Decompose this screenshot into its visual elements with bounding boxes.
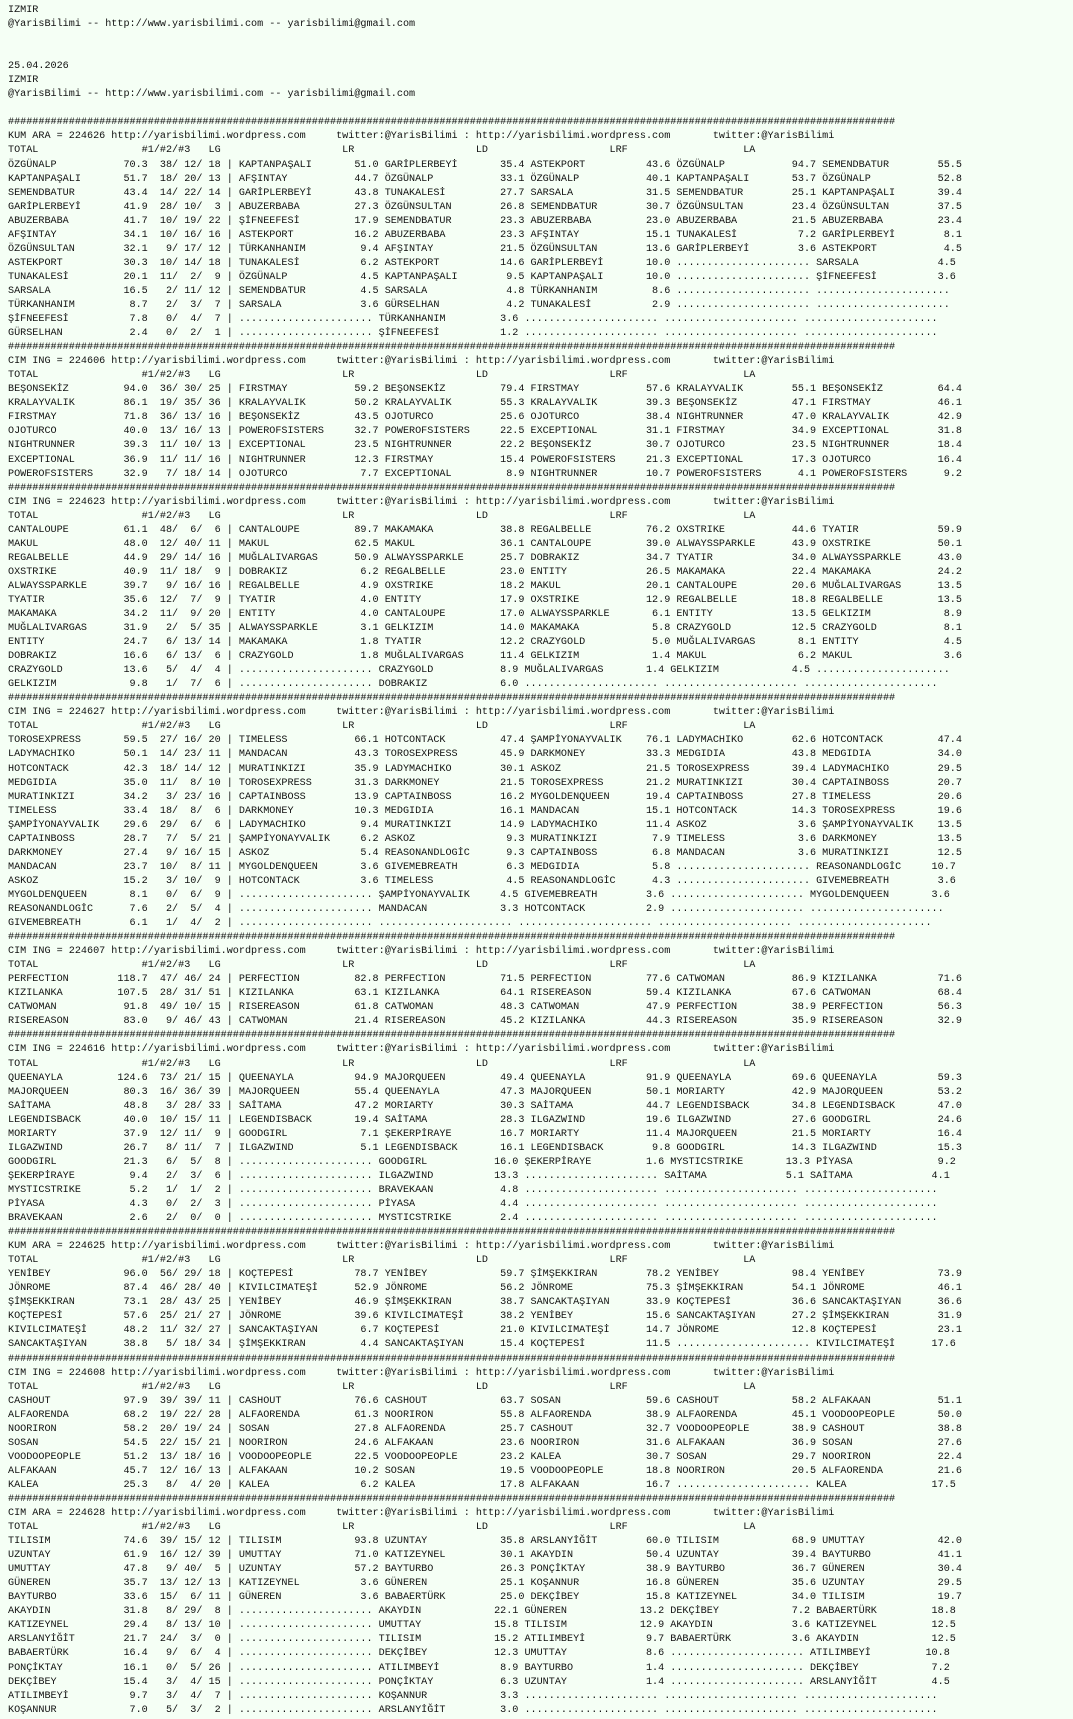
- report-line: KIZILANKA 107.5 28/ 31/ 51 | KIZILANKA 63.1 KIZILANKA 64.1 RISEREASON 59.4 KIZILANKA 67.6 CATWOMAN 68.4: [8, 988, 962, 1000]
- report-line: UMUTTAY 47.8 9/ 40/ 5 | UZUNTAY 57.2 BAYTURBO 26.3 PONÇİKTAY 38.9 BAYTURBO 36.7 GÜNEREN 30.4: [8, 1564, 962, 1576]
- report-line: EXCEPTIONAL 36.9 11/ 11/ 16 | NIGHTRUNNER 12.3 FIRSTMAY 15.4 POWEROFSISTERS 21.3 EXCEPTIONAL 17.3 OJOTURCO 16.4: [8, 454, 962, 466]
- report-line: KUM ARA = 224626 http://yarisbilimi.wordpress.com twitter:@YarisBilimi : http://yarisbilimi.wordpress.com twitter:@YarisBilimi: [8, 131, 835, 143]
- report-line: QUEENAYLA 124.6 73/ 21/ 15 | QUEENAYLA 94.9 MAJORQUEEN 49.4 QUEENAYLA 91.9 QUEENAYLA 69.6 QUEENAYLA 59.3: [8, 1072, 962, 1084]
- report-line: ÖZGÜNALP 70.3 38/ 12/ 18 | KAPTANPAŞALI 51.0 GARİPLERBEYİ 35.4 ASTEKPORT 43.6 ÖZGÜNALP 94.7 SEMENDBATUR 55.5: [8, 159, 962, 171]
- report-line: ASKOZ 15.2 3/ 10/ 9 | HOTCONTACK 3.6 TIMELESS 4.5 REASONANDLOGİC 4.3 ...................... GIVEMEBREATH 3.6: [8, 875, 956, 887]
- separator-line: ##################################################################################################################################################: [8, 1353, 896, 1365]
- report-line: TIMELESS 33.4 18/ 8/ 6 | DARKMONEY 10.3 MEDGIDIA 16.1 MANDACAN 15.1 HOTCONTACK 14.3 TOROSEXPRESS 19.6: [8, 805, 962, 817]
- report-line: TOTAL #1/#2/#3 LG LR LD LRF LA: [8, 1255, 756, 1267]
- report-line: MEDGIDIA 35.0 11/ 8/ 10 | TOROSEXPRESS 31.3 DARKMONEY 21.5 TOROSEXPRESS 21.2 MURATINKIZI 30.4 CAPTAINBOSS 20.7: [8, 777, 962, 789]
- report-line: CIM ING = 224608 http://yarisbilimi.wordpress.com twitter:@YarisBilimi : http://yarisbilimi.wordpress.com twitter:@YarisBilimi: [8, 1367, 835, 1379]
- report-line: PİYASA 4.3 0/ 2/ 3 | ...................... PİYASA 4.4 ...................... ...................... ......................: [8, 1198, 938, 1210]
- report-line: ALFAORENDA 68.2 19/ 22/ 28 | ALFAORENDA 61.3 NOORIRON 55.8 ALFAORENDA 38.9 ALFAORENDA 45.1 VOODOOPEOPLE 50.0: [8, 1409, 962, 1421]
- report-line: MORIARTY 37.9 12/ 11/ 9 | GOODGIRL 7.1 ŞEKERPİRAYE 16.7 MORIARTY 11.4 MAJORQUEEN 21.5 MORIARTY 16.4: [8, 1128, 962, 1140]
- report-line: OJOTURCO 40.0 13/ 16/ 13 | POWEROFSISTERS 32.7 POWEROFSISTERS 22.5 EXCEPTIONAL 31.1 FIRSTMAY 34.9 EXCEPTIONAL 31.8: [8, 426, 962, 438]
- report-line: AFŞINTAY 34.1 10/ 16/ 16 | ASTEKPORT 16.2 ABUZERBABA 23.3 AFŞINTAY 15.1 TUNAKALESİ 7.2 GARİPLERBEYİ 8.1: [8, 229, 962, 241]
- report-line: CIM ING = 224616 http://yarisbilimi.wordpress.com twitter:@YarisBilimi : http://yarisbilimi.wordpress.com twitter:@YarisBilimi: [8, 1044, 835, 1056]
- report-line: MURATINKIZI 34.2 3/ 23/ 16 | CAPTAINBOSS 13.9 CAPTAINBOSS 16.2 MYGOLDENQUEEN 19.4 CAPTAINBOSS 27.8 TIMELESS 20.6: [8, 791, 962, 803]
- report-line: CATWOMAN 91.8 49/ 10/ 15 | RISEREASON 61.8 CATWOMAN 48.3 CATWOMAN 47.9 PERFECTION 38.9 PERFECTION 56.3: [8, 1002, 962, 1014]
- report-line: MAKAMAKA 34.2 11/ 9/ 20 | ENTITY 4.0 CANTALOUPE 17.0 ALWAYSSPARKLE 6.1 ENTITY 13.5 GELKIZIM 8.9: [8, 609, 962, 621]
- report-line: NIGHTRUNNER 39.3 11/ 10/ 13 | EXCEPTIONAL 23.5 NIGHTRUNNER 22.2 BEŞONSEKİZ 30.7 OJOTURCO 23.5 NIGHTRUNNER 18.4: [8, 440, 962, 452]
- report-line: KOŞANNUR 7.0 5/ 3/ 2 | ...................... ARSLANYİĞİT 3.0 ...................... ...................... ......................: [8, 1704, 938, 1716]
- report-line: CAPTAINBOSS 28.7 7/ 5/ 21 | ŞAMPİYONAYVALIK 6.2 ASKOZ 9.3 MURATINKIZI 7.9 TIMELESS 3.6 DARKMONEY 13.5: [8, 833, 962, 845]
- report-line: CRAZYGOLD 13.6 5/ 4/ 4 | ...................... CRAZYGOLD 8.9 MUĞLALIVARGAS 1.4 GELKIZIM 4.5 ......................: [8, 665, 950, 677]
- report-line: IZMIR: [8, 75, 39, 87]
- report-line: IZMIR: [8, 5, 39, 16]
- report-line: HOTCONTACK 42.3 18/ 14/ 12 | MURATINKIZI 35.9 LADYMACHIKO 30.1 ASKOZ 21.5 TOROSEXPRESS 39.4 LADYMACHIKO 29.5: [8, 763, 962, 775]
- report-line: ÖZGÜNSULTAN 32.1 9/ 17/ 12 | TÜRKANHANIM 9.4 AFŞINTAY 21.5 ÖZGÜNSULTAN 13.6 GARİPLERBEYİ 3.6 ASTEKPORT 4.5: [8, 243, 962, 255]
- report-line: CIM ARA = 224628 http://yarisbilimi.wordpress.com twitter:@YarisBilimi : http://yarisbilimi.wordpress.com twitter:@YarisBilimi: [8, 1508, 835, 1520]
- report-line: BEŞONSEKİZ 94.0 36/ 30/ 25 | FIRSTMAY 59.2 BEŞONSEKİZ 79.4 FIRSTMAY 57.6 KRALAYVALIK 55.1 BEŞONSEKİZ 64.4: [8, 384, 962, 396]
- report-line: GÜNEREN 35.7 13/ 12/ 13 | KATIZEYNEL 3.6 GÜNEREN 25.1 KOŞANNUR 16.8 GÜNEREN 35.6 UZUNTAY 29.5: [8, 1578, 962, 1590]
- report-line: CASHOUT 97.9 39/ 39/ 11 | CASHOUT 76.6 CASHOUT 63.7 SOSAN 59.6 CASHOUT 58.2 ALFAKAAN 51.1: [8, 1395, 962, 1407]
- report-line: MAKUL 48.0 12/ 40/ 11 | MAKUL 62.5 MAKUL 36.1 CANTALOUPE 39.0 ALWAYSSPARKLE 43.9 OXSTRIKE 50.1: [8, 538, 962, 550]
- report-line: REASONANDLOGİC 7.6 2/ 5/ 4 | ...................... MANDACAN 3.3 HOTCONTACK 2.9 ...................... ......................: [8, 904, 944, 915]
- report-line: FIRSTMAY 71.8 36/ 13/ 16 | BEŞONSEKİZ 43.5 OJOTURCO 25.6 OJOTURCO 38.4 NIGHTRUNNER 47.0 KRALAYVALIK 42.9: [8, 412, 962, 424]
- report-line: AKAYDIN 31.8 8/ 29/ 8 | ...................... AKAYDIN 22.1 GÜNEREN 13.2 DEKÇİBEY 7.2 BABAERTÜRK 18.8: [8, 1606, 956, 1618]
- report-line: CANTALOUPE 61.1 48/ 6/ 6 | CANTALOUPE 89.7 MAKAMAKA 38.8 REGALBELLE 76.2 OXSTRIKE 44.6 TYATIR 59.9: [8, 524, 962, 536]
- report-line: 25.04.2026: [8, 61, 69, 73]
- report-line: SAİTAMA 48.8 3/ 28/ 33 | SAİTAMA 47.2 MORIARTY 30.3 SAİTAMA 44.7 LEGENDISBACK 34.8 LEGENDISBACK 47.0: [8, 1100, 962, 1112]
- report-line: KRALAYVALIK 86.1 19/ 35/ 36 | KRALAYVALIK 50.2 KRALAYVALIK 55.3 KRALAYVALIK 39.3 BEŞONSEKİZ 47.1 FIRSTMAY 46.1: [8, 398, 962, 410]
- separator-line: ##################################################################################################################################################: [8, 117, 896, 129]
- report-line: KUM ARA = 224625 http://yarisbilimi.wordpress.com twitter:@YarisBilimi : http://yarisbilimi.wordpress.com twitter:@YarisBilimi: [8, 1241, 835, 1253]
- report-line: ALWAYSSPARKLE 39.7 9/ 16/ 16 | REGALBELLE 4.9 OXSTRIKE 18.2 MAKUL 20.1 CANTALOUPE 20.6 MUĞLALIVARGAS 13.5: [8, 580, 962, 592]
- report-line: ŞİFNEEFESİ 7.8 0/ 4/ 7 | ...................... TÜRKANHANIM 3.6 ...................... ...................... ......................: [8, 314, 938, 326]
- report-line: OXSTRIKE 40.9 11/ 18/ 9 | DOBRAKIZ 6.2 REGALBELLE 23.0 ENTITY 26.5 MAKAMAKA 22.4 MAKAMAKA 24.2: [8, 566, 962, 578]
- report-line: ENTITY 24.7 6/ 13/ 14 | MAKAMAKA 1.8 TYATIR 12.2 CRAZYGOLD 5.0 MUĞLALIVARGAS 8.1 ENTITY 4.5: [8, 637, 962, 649]
- report-line: KOÇTEPESİ 57.6 25/ 21/ 27 | JÖNROME 39.6 KIVILCIMATEŞİ 38.2 YENİBEY 15.6 SANCAKTAŞIYAN 27.2 ŞİMŞEKKIRAN 31.9: [8, 1311, 962, 1323]
- report-line: TOTAL #1/#2/#3 LG LR LD LRF LA: [8, 1058, 756, 1070]
- report-line: @YarisBilimi -- http://www.yarisbilimi.com -- yarisbilimi@gmail.com: [8, 89, 416, 101]
- report-line: MUĞLALIVARGAS 31.9 2/ 5/ 35 | ALWAYSSPARKLE 3.1 GELKIZIM 14.0 MAKAMAKA 5.8 CRAZYGOLD 12.5 CRAZYGOLD 8.1: [8, 623, 962, 635]
- report-line: DOBRAKIZ 16.6 6/ 13/ 6 | CRAZYGOLD 1.8 MUĞLALIVARGAS 11.4 GELKIZIM 1.4 MAKUL 6.2 MAKUL 3.6: [8, 651, 962, 663]
- report-line: REGALBELLE 44.9 29/ 14/ 16 | MUĞLALIVARGAS 50.9 ALWAYSSPARKLE 25.7 DOBRAKIZ 34.7 TYATIR 34.0 ALWAYSSPARKLE 43.0: [8, 552, 962, 564]
- report-line: MANDACAN 23.7 10/ 8/ 11 | MYGOLDENQUEEN 3.6 GIVEMEBREATH 6.3 MEDGIDIA 5.8 ...................... REASONANDLOGİC 10.7: [8, 861, 956, 873]
- report-line: GOODGIRL 21.3 6/ 5/ 8 | ...................... GOODGIRL 16.0 ŞEKERPİRAYE 1.6 MYSTICSTRIKE 13.3 PİYASA 9.2: [8, 1156, 956, 1168]
- separator-line: ##################################################################################################################################################: [8, 1493, 896, 1505]
- separator-line: ##################################################################################################################################################: [8, 1030, 896, 1042]
- report-line: SEMENDBATUR 43.4 14/ 22/ 14 | GARİPLERBEYİ 43.8 TUNAKALESİ 27.7 SARSALA 31.5 SEMENDBATUR 25.1 KAPTANPAŞALI 39.4: [8, 187, 962, 199]
- report-line: MYSTICSTRIKE 5.2 1/ 1/ 2 | ...................... BRAVEKAAN 4.8 ...................... ...................... ......................: [8, 1184, 938, 1196]
- report-line: CIM ING = 224623 http://yarisbilimi.wordpress.com twitter:@YarisBilimi : http://yarisbilimi.wordpress.com twitter:@YarisBilimi: [8, 496, 835, 508]
- report-line: BAYTURBO 33.6 15/ 6/ 11 | GÜNEREN 3.6 BABAERTÜRK 25.0 DEKÇİBEY 15.8 KATIZEYNEL 34.0 TILISIM 19.7: [8, 1592, 962, 1604]
- report-line: TÜRKANHANIM 8.7 2/ 3/ 7 | SARSALA 3.6 GÜRSELHAN 4.2 TUNAKALESİ 2.9 ...................... ......................: [8, 299, 950, 311]
- report-line: ILGAZWIND 26.7 8/ 11/ 7 | ILGAZWIND 5.1 LEGENDISBACK 16.1 LEGENDISBACK 9.8 GOODGIRL 14.3 ILGAZWIND 15.3: [8, 1142, 962, 1154]
- report-line: ABUZERBABA 41.7 10/ 19/ 22 | ŞİFNEEFESİ 17.9 SEMENDBATUR 23.3 ABUZERBABA 23.0 ABUZERBABA 21.5 ABUZERBABA 23.4: [8, 215, 962, 227]
- report-line: DARKMONEY 27.4 9/ 16/ 15 | ASKOZ 5.4 REASONANDLOGİC 9.3 CAPTAINBOSS 6.8 MANDACAN 3.6 MURATINKIZI 12.5: [8, 847, 962, 859]
- report-line: SOSAN 54.5 22/ 15/ 21 | NOORIRON 24.6 ALFAKAAN 23.6 NOORIRON 31.6 ALFAKAAN 36.9 SOSAN 27.6: [8, 1437, 962, 1449]
- report-line: TYATIR 35.6 12/ 7/ 9 | TYATIR 4.0 ENTITY 17.9 OXSTRIKE 12.9 REGALBELLE 18.8 REGALBELLE 13.5: [8, 594, 962, 606]
- report-line: ŞAMPİYONAYVALIK 29.6 29/ 6/ 6 | LADYMACHIKO 9.4 MURATINKIZI 14.9 LADYMACHIKO 11.4 ASKOZ 3.6 ŞAMPİYONAYVALIK 13.5: [8, 819, 962, 831]
- report-line: SARSALA 16.5 2/ 11/ 12 | SEMENDBATUR 4.5 SARSALA 4.8 TÜRKANHANIM 8.6 ...................... ......................: [8, 285, 950, 297]
- report-line: MAJORQUEEN 80.3 16/ 36/ 39 | MAJORQUEEN 55.4 QUEENAYLA 47.3 MAJORQUEEN 50.1 MORIARTY 42.9 MAJORQUEEN 53.2: [8, 1086, 962, 1098]
- report-line: VOODOOPEOPLE 51.2 13/ 18/ 16 | VOODOOPEOPLE 22.5 VOODOOPEOPLE 23.2 KALEA 30.7 SOSAN 29.7 NOORIRON 22.4: [8, 1451, 962, 1463]
- report-line: MYGOLDENQUEEN 8.1 0/ 6/ 9 | ...................... ŞAMPİYONAYVALIK 4.5 GIVEMEBREATH 3.6 ...................... MYGOLDENQUEEN 3.6: [8, 889, 950, 901]
- report-line: LADYMACHIKO 50.1 14/ 23/ 11 | MANDACAN 43.3 TOROSEXPRESS 45.9 DARKMONEY 33.3 MEDGIDIA 43.8 MEDGIDIA 34.0: [8, 749, 962, 761]
- report-line: ALFAKAAN 45.7 12/ 16/ 13 | ALFAKAAN 10.2 SOSAN 19.5 VOODOOPEOPLE 18.8 NOORIRON 20.5 ALFAORENDA 21.6: [8, 1465, 962, 1477]
- report-line: UZUNTAY 61.9 16/ 12/ 39 | UMUTTAY 71.0 KATIZEYNEL 30.1 AKAYDIN 50.4 UZUNTAY 39.4 BAYTURBO 41.1: [8, 1550, 962, 1562]
- report-line: ŞİMŞEKKIRAN 73.1 28/ 43/ 25 | YENİBEY 46.9 ŞİMŞEKKIRAN 38.7 SANCAKTAŞIYAN 33.9 KOÇTEPESİ 36.6 SANCAKTAŞIYAN 36.6: [8, 1297, 962, 1309]
- report-line: KAPTANPAŞALI 51.7 18/ 20/ 13 | AFŞINTAY 44.7 ÖZGÜNALP 33.1 ÖZGÜNALP 40.1 KAPTANPAŞALI 53.7 ÖZGÜNALP 52.8: [8, 173, 962, 185]
- report-line: [8, 32, 1073, 46]
- separator-line: ##################################################################################################################################################: [8, 342, 896, 354]
- report-line: RISEREASON 83.0 9/ 46/ 43 | CATWOMAN 21.4 RISEREASON 45.2 KIZILANKA 44.3 RISEREASON 35.9 RISEREASON 32.9: [8, 1016, 962, 1028]
- report-line: CIM ING = 224607 http://yarisbilimi.wordpress.com twitter:@YarisBilimi : http://yarisbilimi.wordpress.com twitter:@YarisBilimi: [8, 946, 835, 958]
- report-line: GÜRSELHAN 2.4 0/ 2/ 1 | ...................... ŞİFNEEFESİ 1.2 ...................... ...................... ......................: [8, 328, 938, 340]
- report-line: TOROSEXPRESS 59.5 27/ 16/ 20 | TIMELESS 66.1 HOTCONTACK 47.4 ŞAMPİYONAYVALIK 76.1 LADYMACHIKO 62.6 HOTCONTACK 47.4: [8, 735, 962, 747]
- report-line: BRAVEKAAN 2.6 2/ 0/ 0 | ...................... MYSTICSTRIKE 2.4 ...................... ...................... ......................: [8, 1213, 938, 1225]
- separator-line: ##################################################################################################################################################: [8, 693, 896, 705]
- report-line: TOTAL #1/#2/#3 LG LR LD LRF LA: [8, 1381, 756, 1393]
- separator-line: ##################################################################################################################################################: [8, 932, 896, 944]
- report-line: TOTAL #1/#2/#3 LG LR LD LRF LA: [8, 1522, 756, 1534]
- report-line: ARSLANYİĞİT 21.7 24/ 3/ 0 | ...................... TILISIM 15.2 ATILIMBEYİ 9.7 BABAERTÜRK 3.6 AKAYDIN 12.5: [8, 1634, 956, 1646]
- report-line: CIM ING = 224627 http://yarisbilimi.wordpress.com twitter:@YarisBilimi : http://yarisbilimi.wordpress.com twitter:@YarisBilimi: [8, 707, 835, 719]
- report-line: PERFECTION 118.7 47/ 46/ 24 | PERFECTION 82.8 PERFECTION 71.5 PERFECTION 77.6 CATWOMAN 86.9 KIZILANKA 71.6: [8, 974, 962, 986]
- report-line: DEKÇİBEY 15.4 3/ 4/ 15 | ...................... PONÇİKTAY 6.3 UZUNTAY 1.4 ...................... ARSLANYİĞİT 4.5: [8, 1676, 950, 1688]
- report-line: GELKIZIM 9.8 1/ 7/ 6 | ...................... DOBRAKIZ 6.0 ...................... ...................... ......................: [8, 679, 938, 691]
- report-line: LEGENDISBACK 40.0 10/ 15/ 11 | LEGENDISBACK 19.4 SAİTAMA 28.3 ILGAZWIND 19.6 ILGAZWIND 27.6 GOODGIRL 24.6: [8, 1114, 962, 1126]
- report-line: SANCAKTAŞIYAN 38.8 5/ 18/ 34 | ŞİMŞEKKIRAN 4.4 SANCAKTAŞIYAN 15.4 KOÇTEPESİ 11.5 ...................... KIVILCIMATEŞİ 17.6: [8, 1339, 956, 1351]
- report-line: GARİPLERBEYİ 41.9 28/ 10/ 3 | ABUZERBABA 27.3 ÖZGÜNSULTAN 26.8 SEMENDBATUR 30.7 ÖZGÜNSULTAN 23.4 ÖZGÜNSULTAN 37.5: [8, 201, 962, 213]
- report-line: ŞEKERPİRAYE 9.4 2/ 3/ 6 | ...................... ILGAZWIND 13.3 ...................... SAİTAMA 5.1 SAİTAMA 4.1: [8, 1170, 950, 1182]
- report-line: NOORIRON 58.2 20/ 19/ 24 | SOSAN 27.8 ALFAORENDA 25.7 CASHOUT 32.7 VOODOOPEOPLE 38.9 CASHOUT 38.8: [8, 1423, 962, 1435]
- report-line: [8, 102, 1073, 116]
- report-line: TILISIM 74.6 39/ 15/ 12 | TILISIM 93.8 UZUNTAY 35.8 ARSLANYİĞİT 60.0 TILISIM 68.9 UMUTTAY 42.0: [8, 1536, 962, 1548]
- report-line: JÖNROME 87.4 46/ 28/ 40 | KIVILCIMATEŞİ 52.9 JÖNROME 56.2 JÖNROME 75.3 ŞİMŞEKKIRAN 54.1 JÖNROME 46.1: [8, 1283, 962, 1295]
- report-line: TOTAL #1/#2/#3 LG LR LD LRF LA: [8, 960, 756, 972]
- report-line: TOTAL #1/#2/#3 LG LR LD LRF LA: [8, 145, 756, 157]
- report-line: CIM ING = 224606 http://yarisbilimi.wordpress.com twitter:@YarisBilimi : http://yarisbilimi.wordpress.com twitter:@YarisBilimi: [8, 356, 835, 368]
- report-line: TOTAL #1/#2/#3 LG LR LD LRF LA: [8, 370, 756, 382]
- report-line: TUNAKALESİ 20.1 11/ 2/ 9 | ÖZGÜNALP 4.5 KAPTANPAŞALI 9.5 KAPTANPAŞALI 10.0 ...................... ŞİFNEEFESİ 3.6: [8, 271, 956, 283]
- report-line: GIVEMEBREATH 6.1 1/ 4/ 2 | ...................... ...................... ...................... ...................... ......................: [8, 918, 932, 930]
- report-line: ASTEKPORT 30.3 10/ 14/ 18 | TUNAKALESİ 6.2 ASTEKPORT 14.6 GARİPLERBEYİ 10.0 ...................... SARSALA 4.5: [8, 257, 956, 269]
- report-line: @YarisBilimi -- http://www.yarisbilimi.com -- yarisbilimi@gmail.com: [8, 19, 416, 31]
- report-line: KALEA 25.3 8/ 4/ 20 | KALEA 6.2 KALEA 17.8 ALFAKAAN 16.7 ...................... KALEA 17.5: [8, 1479, 956, 1491]
- report-line: KIVILCIMATEŞİ 48.2 11/ 32/ 27 | SANCAKTAŞIYAN 6.7 KOÇTEPESİ 21.0 KIVILCIMATEŞİ 14.7 JÖNROME 12.8 KOÇTEPESİ 23.1: [8, 1325, 962, 1337]
- report-line: BABAERTÜRK 16.4 9/ 6/ 4 | ...................... DEKÇİBEY 12.3 UMUTTAY 8.6 ...................... ATILIMBEYİ 10.8: [8, 1648, 950, 1660]
- report-line: PONÇİKTAY 16.1 0/ 5/ 26 | ...................... ATILIMBEYİ 8.9 BAYTURBO 1.4 ...................... DEKÇİBEY 7.2: [8, 1662, 950, 1674]
- report-line: [8, 46, 1073, 60]
- separator-line: ##################################################################################################################################################: [8, 1227, 896, 1239]
- report-line: KATIZEYNEL 29.4 8/ 13/ 10 | ...................... UMUTTAY 15.8 TILISIM 12.9 AKAYDIN 3.6 KATIZEYNEL 12.5: [8, 1620, 956, 1632]
- report-line: ATILIMBEYİ 9.7 3/ 4/ 7 | ...................... KOŞANNUR 3.3 ...................... ...................... ......................: [8, 1690, 938, 1702]
- report-line: YENİBEY 96.0 56/ 29/ 18 | KOÇTEPESİ 78.7 YENİBEY 59.7 ŞİMŞEKKIRAN 78.2 YENİBEY 98.4 YENİBEY 73.9: [8, 1269, 962, 1281]
- report-line: POWEROFSISTERS 32.9 7/ 18/ 14 | OJOTURCO 7.7 EXCEPTIONAL 8.9 NIGHTRUNNER 10.7 POWEROFSISTERS 4.1 POWEROFSISTERS 9.2: [8, 468, 962, 480]
- report-line: TOTAL #1/#2/#3 LG LR LD LRF LA: [8, 510, 756, 522]
- separator-line: ##################################################################################################################################################: [8, 482, 896, 494]
- report-line: TOTAL #1/#2/#3 LG LR LD LRF LA: [8, 721, 756, 733]
